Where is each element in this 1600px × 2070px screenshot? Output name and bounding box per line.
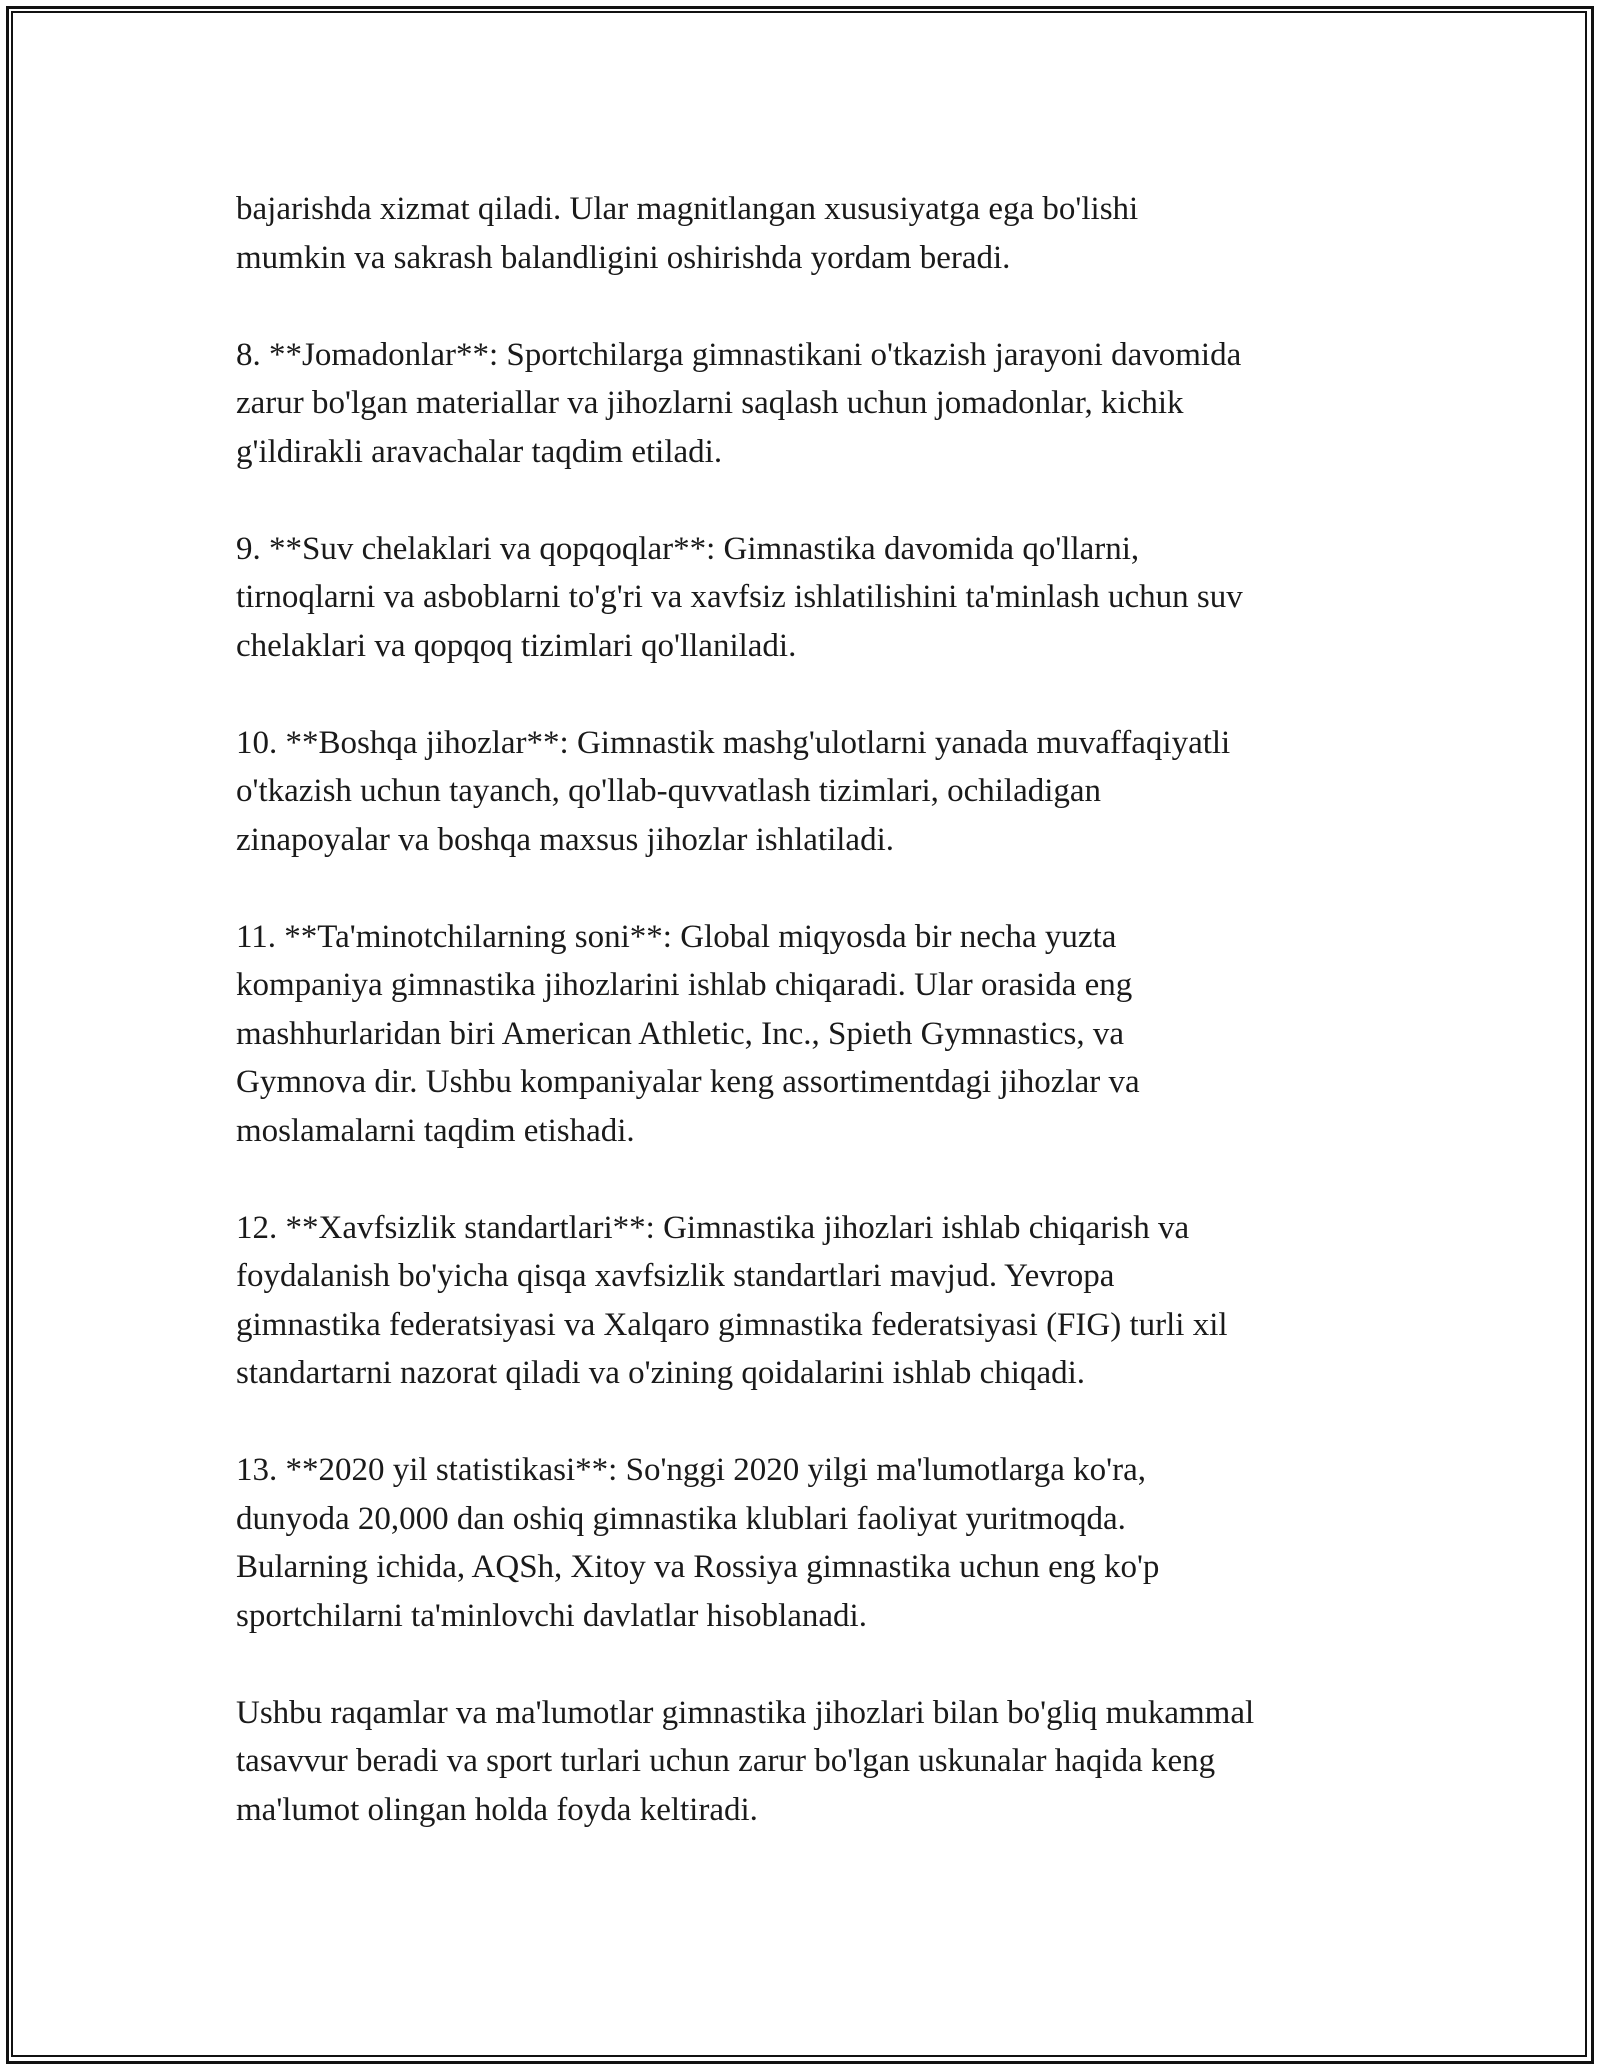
- paragraph-item-8-jomadonlar: 8. **Jomadonlar**: Sportchilarga gimnastikani o'tkazish jarayoni davomida zarur bo'lgan materiallar va jihozlarni saqlash uchun jomadonlar, kichik g'ildirakli aravachalar taqdim etiladi.: [236, 336, 1242, 470]
- document-body: [236, 185, 1396, 1883]
- paragraph-item-10-boshqa-jihozlar: 10. **Boshqa jihozlar**: Gimnastik mashg'ulotlarni yanada muvaffaqiyatli o'tkazish uchun tayanch, qo'llab-quvvatlash tizimlari, ochiladigan zinapoyalar va boshqa maxsus jihozlar ishlatiladi.: [236, 724, 1231, 858]
- paragraph-item-11-taminotchilar: 11. **Ta'minotchilarning soni**: Global miqyosda bir necha yuzta kompaniya gimnastika jihozlarini ishlab chiqaradi. Ular orasida eng mashhurlaridan biri American Athletic, Inc., Spieth Gymnastics, va Gymnova dir. Ushbu kompaniyalar keng assortimentdagi jihozlar va moslamalarni taqdim etishadi.: [236, 918, 1140, 1149]
- paragraph-item-12-xavfsizlik: 12. **Xavfsizlik standartlari**: Gimnastika jihozlari ishlab chiqarish va foydalanish bo'yicha qisqa xavfsizlik standartlari mavjud. Yevropa gimnastika federatsiyasi va Xalqaro gimnastika federatsiyasi (FIG) turli xil standartarni nazorat qiladi va o'zining qoidalarini ishlab chiqadi.: [236, 1209, 1228, 1391]
- paragraph-conclusion: Ushbu raqamlar va ma'lumotlar gimnastika jihozlari bilan bo'gliq mukammal tasavvur beradi va sport turlari uchun zarur bo'lgan uskunalar haqida keng ma'lumot olingan holda foyda keltiradi.: [236, 1694, 1255, 1828]
- paragraph-item-13-statistika: 13. **2020 yil statistikasi**: So'nggi 2020 yilgi ma'lumotlarga ko'ra, dunyoda 20,000 dan oshiq gimnastika klublari faoliyat yuritmoqda. Bularning ichida, AQSh, Xitoy va Rossiya gimnastika uchun eng ko'p sportchilarni ta'minlovchi davlatlar hisoblanadi.: [236, 1452, 1160, 1634]
- paragraph-item-9-suv-chelaklari: 9. **Suv chelaklari va qopqoqlar**: Gimnastika davomida qo'llarni, tirnoqlarni va asboblarni to'g'ri va xavfsiz ishlatilishini ta'minlash uchun suv chelaklari va qopqoq tizimlari qo'llaniladi.: [236, 530, 1243, 664]
- paragraph-intro-continuation: bajarishda xizmat qiladi. Ular magnitlangan xususiyatga ega bo'lishi mumkin va sakrash balandligini oshirishda yordam beradi.: [236, 191, 1139, 276]
